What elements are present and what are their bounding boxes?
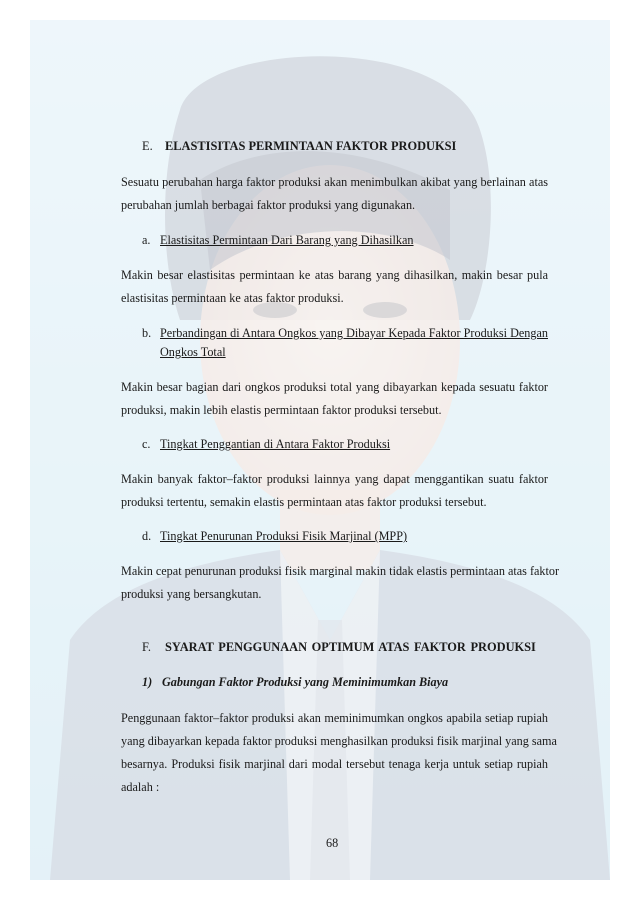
section-f-title: SYARAT PENGGUNAAN OPTIMUM ATAS FAKTOR PRODUKSI: [165, 640, 536, 654]
item-b-body-line-2: produksi, makin lebih elastis permintaan faktor produksi tersebut.: [121, 403, 442, 417]
item-c-body-line-1: Makin banyak faktor–faktor produksi lainnya yang dapat menggantikan suatu faktor: [121, 472, 548, 486]
item-c-title: Tingkat Penggantian di Antara Faktor Produksi: [160, 437, 391, 451]
section-e-title: ELASTISITAS PERMINTAAN FAKTOR PRODUKSI: [165, 139, 457, 153]
item-d-body-line-2: produksi yang bersangkutan.: [121, 587, 262, 601]
item-a-title: Elastisitas Permintaan Dari Barang yang Dihasilkan: [160, 233, 414, 247]
item-c-letter: c.: [142, 437, 151, 451]
item-d-title: Tingkat Penurunan Produksi Fisik Marjinal (MPP): [160, 529, 408, 543]
section-f-letter: F.: [142, 640, 151, 654]
item-d-body-line-1: Makin cepat penurunan produksi fisik marginal makin tidak elastis permintaan atas faktor: [121, 564, 560, 578]
item-c-body-line-2: produksi tertentu, semakin elastis permintaan atas faktor produksi tersebut.: [121, 495, 487, 509]
page-number: 68: [326, 836, 339, 850]
section-e-intro-line-2: perubahan jumlah berbagai faktor produksi yang digunakan.: [121, 198, 416, 212]
item-b-title-line-2: Ongkos Total: [160, 345, 226, 359]
item-b-body-line-1: Makin besar bagian dari ongkos produksi total yang dibayarkan kepada sesuatu faktor: [121, 380, 548, 394]
item-b-title-line-1: Perbandingan di Antara Ongkos yang Dibayar Kepada Faktor Produksi Dengan: [160, 326, 548, 340]
subsection-1-title: Gabungan Faktor Produksi yang Meminimumkan Biaya: [162, 675, 449, 689]
item-a-body-line-1: Makin besar elastisitas permintaan ke atas barang yang dihasilkan, makin besar pula: [121, 268, 548, 282]
section-f-body-line-2: yang dibayarkan kepada faktor produksi menghasilkan produksi fisik marjinal yang sama: [121, 734, 557, 748]
section-e-letter: E.: [142, 139, 153, 153]
section-e-intro-line-1: Sesuatu perubahan harga faktor produksi akan menimbulkan akibat yang berlainan atas: [121, 175, 548, 189]
section-f-body-line-1: Penggunaan faktor–faktor produksi akan meminimumkan ongkos apabila setiap rupiah: [121, 711, 548, 725]
item-a-letter: a.: [142, 233, 151, 247]
item-b-letter: b.: [142, 326, 152, 340]
subsection-1-number: 1): [142, 675, 153, 689]
section-f-body-line-4: adalah :: [121, 780, 160, 794]
item-d-letter: d.: [142, 529, 152, 543]
section-f-body-line-3: besarnya. Produksi fisik marjinal dari modal tersebut tenaga kerja untuk setiap rupiah: [121, 757, 548, 771]
item-a-body-line-2: elastisitas permintaan ke atas faktor produksi.: [121, 291, 344, 305]
